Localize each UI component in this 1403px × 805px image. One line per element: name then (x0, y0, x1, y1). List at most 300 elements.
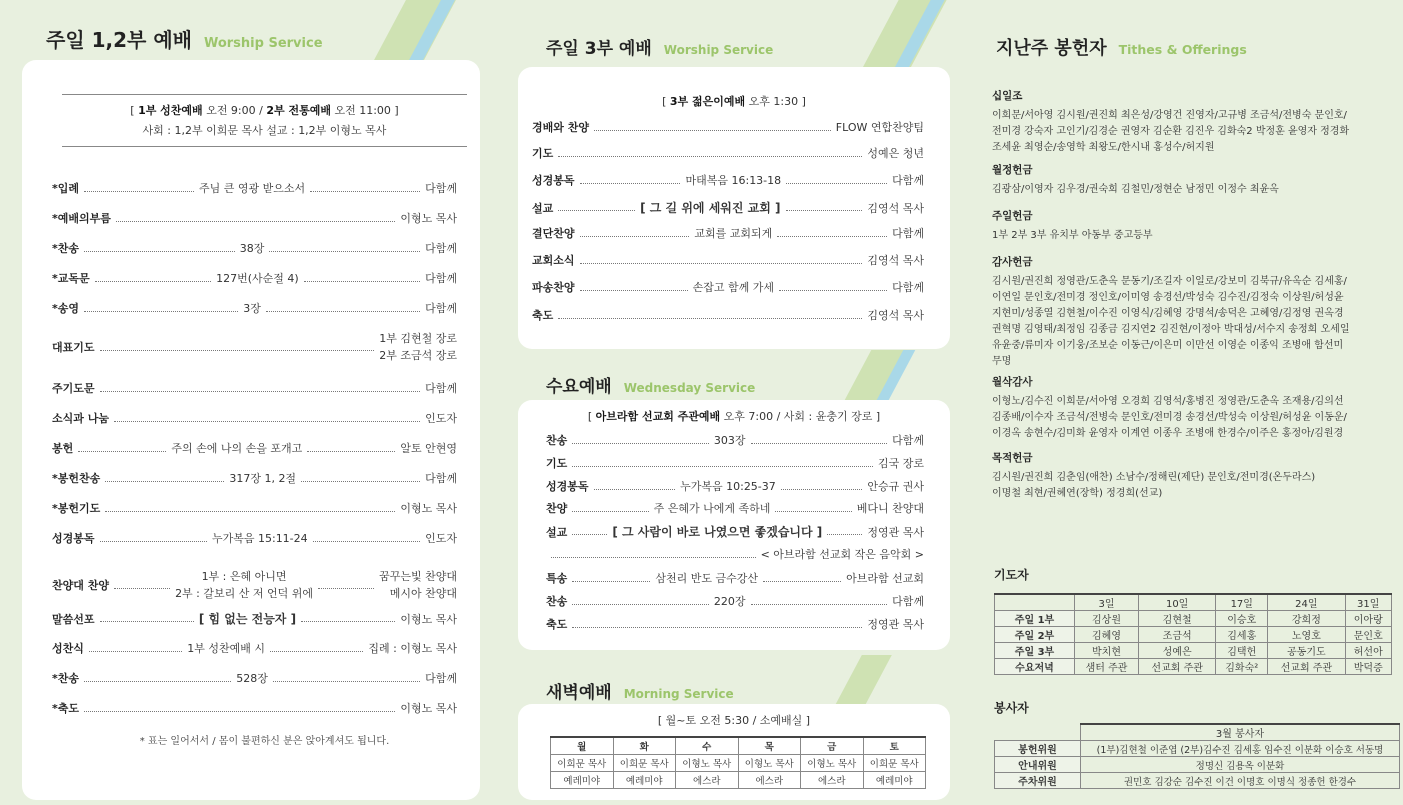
wednesday-card (518, 400, 950, 650)
offering-line: 권혁명 김영태/최정임 김종금 김지연2 김진현/이정아 박대성/서수지 송정희 오세일 (992, 324, 1350, 335)
order-row (532, 307, 924, 323)
order-leader: 다함께 (425, 272, 458, 285)
sunday-title-ko: 주일 1,2부 예배 (46, 28, 192, 52)
wednesday-section-title (546, 372, 755, 397)
order-item: < 아브라함 선교회 작은 음악회 > (760, 548, 924, 561)
order-leader: 다함께 (425, 242, 457, 255)
order-label: 기도 (546, 457, 568, 470)
order-label: 설교 (532, 201, 554, 215)
servant-row (995, 741, 1400, 757)
order-row (52, 640, 457, 656)
order-row (52, 180, 457, 196)
prayer-cell: 조금석 (1139, 627, 1216, 643)
dot-leader (318, 588, 374, 589)
order-row (52, 240, 457, 256)
morning-leader-cell: 이희문 목사 (863, 755, 926, 772)
order-leader: 다함께 (892, 434, 924, 447)
prayer-cell: 김상원 (1075, 611, 1139, 627)
offering-group-names (992, 182, 1279, 198)
dot-leader (781, 489, 863, 490)
dot-leader (105, 511, 395, 512)
dot-leader (572, 534, 607, 535)
order-leader: 김국 장로 (877, 457, 924, 470)
servants-corner-cell (995, 724, 1081, 741)
order-row (52, 380, 457, 396)
order-row (52, 470, 457, 486)
order-row (546, 455, 924, 471)
prayer-cell: 이아랑 (1345, 611, 1392, 627)
offering-group (992, 208, 1153, 244)
order-leader: 베다니 찬양대 (856, 502, 924, 515)
third-title-ko: 주일 3부 예배 (546, 39, 652, 59)
dot-leader (84, 251, 235, 252)
order-label: *축도 (52, 702, 80, 715)
morning-book-cell: 에스라 (801, 772, 864, 789)
order-leader: 다함께 (425, 672, 457, 685)
dot-leader (580, 183, 681, 184)
dot-leader (786, 210, 863, 211)
prayer-cell: 김택헌 (1216, 643, 1268, 659)
order-label: 성경봉독 (52, 532, 95, 545)
dot-leader (558, 156, 862, 157)
order-row (52, 568, 457, 602)
wednesday-title-en: Wednesday Service (623, 381, 756, 395)
morning-day-cell: 토 (863, 737, 926, 755)
morning-day-cell: 목 (738, 737, 801, 755)
offering-line: 이명철 최현/권혜연(장학) 정경희(선교) (992, 488, 1163, 499)
order-label: 특송 (546, 572, 568, 585)
order-leader: 다함께 (892, 227, 925, 240)
order-label: 경배와 찬양 (532, 121, 589, 134)
prayer-title: 기도자 (994, 568, 1029, 582)
offering-group-title: 십일조 (992, 90, 1023, 102)
dot-leader (89, 651, 182, 652)
dot-leader (100, 391, 421, 392)
offering-group (992, 88, 1349, 156)
offering-group-title: 감사헌금 (992, 256, 1033, 268)
dot-leader (266, 311, 420, 312)
dot-leader (786, 183, 887, 184)
order-item: 손잡고 함께 가세 (692, 281, 774, 294)
offering-group (992, 254, 1350, 370)
dot-leader (270, 651, 363, 652)
order-row (546, 432, 924, 448)
offering-group-names (992, 394, 1347, 442)
offering-line: 이경옥 송현수/김미화 윤영자 이계연 이종우 조병애 한경수/이주은 홍정아/김원경 (992, 428, 1344, 439)
offering-line: 김광삼/이영자 김우경/권숙희 김철민/정현순 남정민 이정수 최윤옥 (992, 184, 1279, 195)
order-item: 317장 1, 2절 (229, 472, 297, 485)
dot-leader (572, 581, 650, 582)
order-item-line: 2부 : 갈보리 산 저 언덕 위에 (175, 587, 314, 600)
order-leader: 김영석 목사 (867, 254, 924, 267)
order-label: 말씀선포 (52, 612, 95, 626)
order-row (546, 500, 924, 516)
morning-book-cell: 예레미야 (863, 772, 926, 789)
order-leader: 다함께 (425, 302, 457, 315)
morning-title-en: Morning Service (623, 687, 734, 701)
morning-day-cell: 수 (676, 737, 739, 755)
order-leader: 성예은 청년 (867, 147, 924, 160)
dot-leader (114, 588, 170, 589)
dot-leader (307, 451, 395, 452)
dot-leader (313, 541, 420, 542)
offering-group-title: 월삭감사 (992, 376, 1033, 388)
prayer-date-header: 17일 (1216, 594, 1268, 611)
order-label: *찬송 (52, 242, 80, 255)
third-title-en: Worship Service (663, 43, 774, 57)
dot-leader (572, 443, 709, 444)
servant-role: 봉헌위원 (995, 741, 1081, 757)
order-row (532, 145, 924, 161)
order-leader: 이형노 목사 (400, 502, 457, 515)
servants-title: 봉사자 (994, 701, 1029, 715)
prayer-cell: 강희정 (1268, 611, 1345, 627)
prayer-row (995, 611, 1392, 627)
order-label: 찬송 (546, 434, 568, 447)
order-item: 주님 큰 영광 받으소서 (199, 182, 306, 195)
offering-group (992, 450, 1315, 502)
order-row (52, 670, 457, 686)
dot-leader (84, 311, 238, 312)
dot-leader (95, 281, 211, 282)
dot-leader (558, 210, 635, 211)
order-item: 누가복음 10:25-37 (680, 480, 776, 493)
prayer-cell: 노영호 (1268, 627, 1345, 643)
order-row (532, 199, 924, 216)
dot-leader (572, 627, 862, 628)
order-row (532, 172, 924, 188)
third-card (518, 67, 950, 349)
dot-leader (558, 318, 862, 319)
order-leader: 다함께 (425, 472, 458, 485)
order-item: 삼천리 반도 금수강산 (655, 572, 759, 585)
prayer-cell: 박치현 (1075, 643, 1139, 659)
servant-names: (1부)김현철 이준엽 (2부)김수진 김세홍 임수진 이분화 이승호 서동명 (1081, 741, 1400, 757)
dot-leader (594, 130, 831, 131)
offering-line: 이희문/서아영 김시원/권진희 최은성/강영건 진영자/고규병 조금석/전병숙 문인호/ (992, 110, 1347, 121)
servant-names: 정명신 김용옥 이분화 (1081, 757, 1400, 773)
offering-line: 전미경 강숙자 고인기/김경순 권영자 김순환 김진우 김화숙2 박정훈 윤영자 정경화 (992, 126, 1350, 137)
order-label: 파송찬양 (532, 281, 575, 294)
prayer-date-header: 24일 (1268, 594, 1345, 611)
prayer-cell: 문인호 (1345, 627, 1392, 643)
order-item: 주 은혜가 나에게 족하네 (653, 502, 771, 515)
dot-leader (751, 604, 888, 605)
offering-line: 지현미/성종열 김현철/이수진 이영식/김혜영 강명석/송덕은 고혜영/김정영 권옥경 (992, 308, 1344, 319)
order-leader: 정영관 목사 (867, 618, 924, 631)
prayer-date-header: 10일 (1139, 594, 1216, 611)
prayer-cell: 공동기도 (1268, 643, 1345, 659)
order-item: 누가복음 15:11-24 (211, 532, 308, 545)
order-label: *봉헌찬송 (52, 472, 101, 485)
order-leader: 안승규 권사 (867, 480, 925, 493)
sunday-header-line2: 사회 : 1,2부 이희문 목사 설교 : 1,2부 이형노 목사 (142, 124, 387, 137)
order-row (52, 530, 457, 546)
offering-line: 김시원/권진희 정영관/도춘옥 문동기/조길자 이일로/강보미 김북규/유옥순 김세홍/ (992, 276, 1347, 287)
order-leader-line: 꿈꾸는빛 찬양대 (379, 570, 457, 583)
order-leader: 다함께 (892, 595, 924, 608)
order-label: 성찬식 (52, 642, 84, 655)
third-section-title (546, 34, 773, 59)
dot-leader (84, 191, 194, 192)
order-leader-line: 메시아 찬양대 (389, 587, 457, 600)
prayer-cell: 성예은 (1139, 643, 1216, 659)
order-row (52, 210, 457, 226)
prayer-cell: 김화숙² (1216, 659, 1268, 675)
offering-group-names (992, 470, 1315, 502)
order-leader: 다함께 (892, 174, 925, 187)
order-leader: 정영관 목사 (867, 525, 925, 539)
offering-line: 김시원/권진희 김춘임(애찬) 소남수/정해린(제단) 문인호/전미경(온두라스) (992, 472, 1316, 483)
order-label: *송영 (52, 302, 80, 315)
order-label: 교회소식 (532, 254, 575, 267)
offering-group (992, 162, 1279, 198)
order-leader: 인도자 (425, 412, 457, 425)
order-leader: 김영석 목사 (867, 201, 924, 215)
morning-schedule-table (550, 736, 926, 789)
order-row (546, 546, 924, 562)
order-item: 1부 성찬예배 시 (187, 642, 266, 655)
order-item (175, 568, 313, 602)
dot-leader (572, 511, 648, 512)
order-label: 축도 (532, 309, 554, 322)
dot-leader (551, 557, 756, 558)
order-leader: 이형노 목사 (400, 702, 457, 715)
prayer-cell: 박덕증 (1345, 659, 1392, 675)
order-label: 대표기도 (52, 341, 95, 354)
order-leader-line: 2부 조금석 장로 (379, 349, 457, 362)
offering-group-names (992, 228, 1153, 244)
order-label: 찬양 (546, 502, 568, 515)
morning-leader-cell: 이형노 목사 (801, 755, 864, 772)
order-item-line: 1부 : 은혜 아니면 (201, 570, 287, 583)
offering-group-title: 월정헌금 (992, 164, 1033, 176)
order-label: 주기도문 (52, 382, 95, 395)
wednesday-header: [ 아브라함 선교회 주관예배 오후 7:00 / 사회 : 윤충기 장로 ] (587, 410, 881, 423)
order-label: *봉헌기도 (52, 502, 101, 515)
morning-book-cell: 에스라 (738, 772, 801, 789)
order-label: *입례 (52, 182, 80, 195)
sunday-section-title (46, 24, 323, 53)
dot-leader (580, 263, 863, 264)
order-row (52, 610, 457, 627)
prayer-row (995, 627, 1392, 643)
dot-leader (777, 236, 887, 237)
order-row (52, 700, 457, 716)
dot-leader (779, 290, 887, 291)
dot-leader (114, 421, 420, 422)
order-leader: 알토 안현영 (400, 442, 457, 455)
order-item: [ 그 사람이 바로 나였으면 좋겠습니다 ] (612, 525, 823, 539)
dot-leader (775, 511, 851, 512)
morning-section-title (546, 678, 734, 703)
order-row (52, 330, 457, 364)
morning-leader-cell: 이희문 목사 (613, 755, 676, 772)
offerings-title-ko: 지난주 봉헌자 (996, 38, 1107, 59)
order-item: 127번(사순절 4) (216, 272, 299, 285)
order-leader: 김영석 목사 (867, 309, 924, 322)
prayer-cell: 김세홍 (1216, 627, 1268, 643)
order-leader: 이형노 목사 (400, 612, 458, 626)
order-item: 528장 (236, 672, 268, 685)
dot-leader (763, 581, 841, 582)
order-leader: 다함께 (425, 182, 457, 195)
offering-group (992, 374, 1347, 442)
order-label: 소식과 나눔 (52, 412, 109, 425)
morning-day-cell: 화 (613, 737, 676, 755)
order-item: [ 힘 없는 전능자 ] (198, 612, 297, 626)
order-item: [ 그 길 위에 세워진 교회 ] (640, 201, 781, 215)
servant-row (995, 773, 1400, 789)
dot-leader (100, 350, 375, 351)
servant-row (995, 757, 1400, 773)
third-header: [ 3부 젊은이예배 오후 1:30 ] (662, 95, 806, 108)
dot-leader (105, 481, 224, 482)
offering-line: 이연일 문인호/전미경 정인호/이미영 송경선/박성숙 김수진/김정숙 이상원/허성윤 (992, 292, 1344, 303)
prayer-cell: 허선아 (1345, 643, 1392, 659)
order-row (52, 410, 457, 426)
offering-line: 조세윤 최영순/송영학 최왕도/한시내 홍성수/허지원 (992, 142, 1215, 153)
order-row (546, 570, 924, 586)
dot-leader (594, 489, 676, 490)
morning-book-cell: 예레미야 (613, 772, 676, 789)
order-item: 주의 손에 나의 손을 포개고 (171, 442, 303, 455)
offerings-title-en: Tithes & Offerings (1118, 42, 1247, 57)
order-label: 결단찬양 (532, 227, 575, 240)
order-row (546, 523, 924, 540)
sunday-header-line1: [ 1부 성찬예배 오전 9:00 / 2부 전통예배 오전 11:00 ] (130, 104, 399, 117)
morning-leader-cell: 이형노 목사 (738, 755, 801, 772)
offering-line: 이형노/김수진 이희문/서아영 오경희 김영석/홍병진 정영관/도춘옥 조재용/김의선 (992, 396, 1344, 407)
prayer-table (994, 593, 1392, 675)
prayer-row (995, 643, 1392, 659)
order-leader: 이형노 목사 (400, 212, 457, 225)
order-row (532, 119, 924, 135)
servant-names: 권민호 김강순 김수진 이건 이명호 이명식 정종헌 한경수 (1081, 773, 1400, 789)
prayer-date-header: 31일 (1345, 594, 1392, 611)
order-label: 찬송 (546, 595, 568, 608)
order-label: 성경봉독 (546, 480, 589, 493)
prayer-cell: 김현철 (1139, 611, 1216, 627)
servants-month: 3월 봉사자 (1081, 724, 1400, 741)
prayer-cell: 선교회 주관 (1268, 659, 1345, 675)
dot-leader (827, 534, 862, 535)
dot-leader (572, 466, 873, 467)
order-leader: 집례 : 이형노 목사 (368, 642, 457, 655)
morning-title-ko: 새벽예배 (546, 683, 612, 703)
prayer-date-header: 3일 (1075, 594, 1139, 611)
sunday-title-en: Worship Service (203, 36, 323, 51)
header-top-rule (62, 94, 467, 95)
servants-table (994, 723, 1400, 789)
order-label: *예배의부름 (52, 212, 111, 225)
prayer-row-label: 주일 2부 (995, 627, 1075, 643)
dot-leader (580, 290, 688, 291)
morning-leader-cell: 이형노 목사 (676, 755, 739, 772)
dot-leader (310, 191, 420, 192)
morning-day-cell: 금 (801, 737, 864, 755)
order-item: 220장 (713, 595, 746, 608)
order-row (52, 440, 457, 456)
prayer-row-label: 주일 3부 (995, 643, 1075, 659)
dot-leader (751, 443, 888, 444)
dot-leader (273, 681, 420, 682)
morning-leader-cell: 이희문 목사 (551, 755, 614, 772)
order-label: 찬양대 찬양 (52, 579, 109, 592)
morning-book-cell: 예레미야 (551, 772, 614, 789)
order-row (52, 300, 457, 316)
servant-role: 주차위원 (995, 773, 1081, 789)
dot-leader (304, 281, 420, 282)
decorative-stripe (834, 655, 892, 707)
order-row (52, 500, 457, 516)
offering-group-title: 주일헌금 (992, 210, 1033, 222)
order-label: 설교 (546, 525, 568, 539)
servant-role: 안내위원 (995, 757, 1081, 773)
order-item: 마태복음 16:13-18 (685, 174, 782, 187)
offering-group-names (992, 274, 1350, 370)
order-item: 303장 (713, 434, 746, 447)
order-row (532, 252, 924, 268)
morning-day-cell: 월 (551, 737, 614, 755)
order-row (532, 225, 924, 241)
offering-line: 1부 2부 3부 유치부 아동부 중고등부 (992, 230, 1153, 241)
prayer-corner-cell (995, 594, 1075, 611)
order-leader: 인도자 (425, 532, 458, 545)
dot-leader (78, 451, 166, 452)
dot-leader (100, 541, 207, 542)
prayer-row-label: 수요저녁 (995, 659, 1075, 675)
prayer-cell: 샘터 주관 (1075, 659, 1139, 675)
morning-book-cell: 에스라 (676, 772, 739, 789)
order-label: *교독문 (52, 272, 90, 285)
dot-leader (572, 604, 709, 605)
prayer-row-label: 주일 1부 (995, 611, 1075, 627)
order-leader: 다함께 (892, 281, 924, 294)
morning-card (518, 704, 950, 800)
order-row (546, 593, 924, 609)
order-label: *찬송 (52, 672, 80, 685)
order-leader (379, 568, 457, 602)
order-leader-line: 1부 김현철 장로 (379, 332, 457, 345)
dot-leader (100, 621, 194, 622)
order-label: 기도 (532, 147, 554, 160)
order-item: 3장 (243, 302, 261, 315)
offerings-section-title (996, 34, 1247, 60)
order-leader: FLOW 연합찬양팀 (835, 121, 924, 134)
dot-leader (116, 221, 395, 222)
morning-header: [ 월~토 오전 5:30 / 소예배실 ] (657, 714, 811, 727)
dot-leader (84, 711, 395, 712)
order-item: 38장 (239, 242, 265, 255)
offering-group-names (992, 108, 1349, 156)
order-leader: 다함께 (425, 382, 457, 395)
order-row (546, 616, 924, 632)
dot-leader (84, 681, 231, 682)
prayer-cell: 김혜영 (1075, 627, 1139, 643)
order-leader: 아브라함 선교회 (846, 572, 925, 585)
dot-leader (580, 236, 690, 237)
header-bottom-rule (62, 146, 467, 147)
order-label: 성경봉독 (532, 174, 575, 187)
order-label: 축도 (546, 618, 568, 631)
order-label: 봉헌 (52, 442, 74, 455)
order-item: 교회를 교회되게 (694, 227, 773, 240)
order-leader (379, 330, 457, 364)
offering-group-title: 목적헌금 (992, 452, 1033, 464)
dot-leader (301, 621, 395, 622)
order-row (52, 270, 457, 286)
